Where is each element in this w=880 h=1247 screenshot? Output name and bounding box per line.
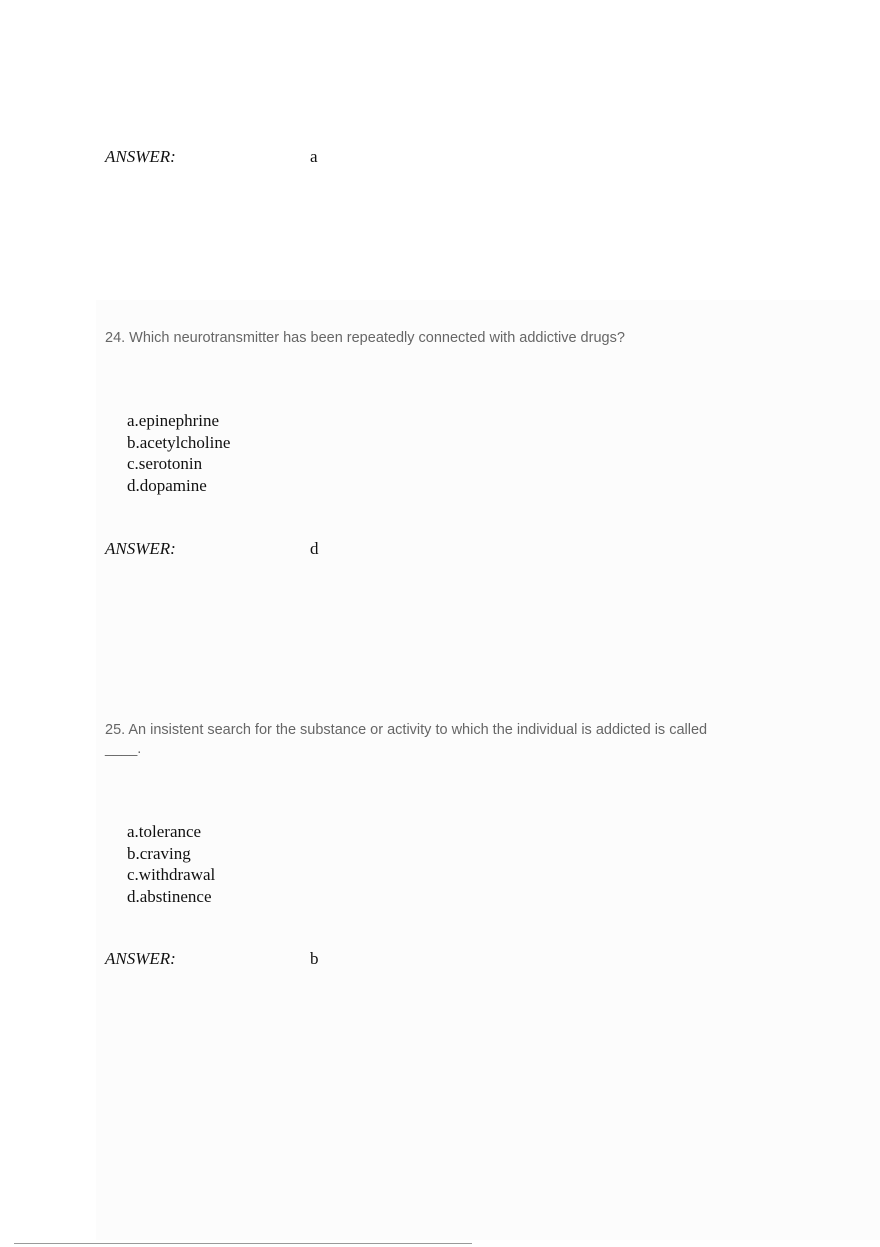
option-b: b.acetylcholine bbox=[127, 432, 231, 452]
option-d: d.abstinence bbox=[127, 887, 212, 907]
question-24-text: 24. Which neurotransmitter has been repeatedly connected with addictive drugs? bbox=[105, 330, 625, 346]
question-25-text: 25. An insistent search for the substance or activity to which the individual is addicted is called ____. bbox=[105, 722, 708, 757]
question-24-options bbox=[127, 410, 230, 497]
answer-label: ANSWER: bbox=[105, 949, 176, 968]
answer-value: a bbox=[310, 147, 318, 166]
footer-divider bbox=[14, 1243, 472, 1244]
option-d: d.dopamine bbox=[127, 476, 207, 496]
question-25-options bbox=[127, 821, 215, 908]
option-a: a.epinephrine bbox=[127, 411, 220, 430]
answer-value: b bbox=[310, 949, 319, 968]
option-a: a.tolerance bbox=[127, 822, 202, 841]
answer-value: d bbox=[310, 539, 319, 558]
answer-label: ANSWER: bbox=[105, 539, 176, 558]
answer-label: ANSWER: bbox=[105, 147, 176, 166]
option-c: c.serotonin bbox=[127, 454, 203, 474]
option-c: c.withdrawal bbox=[127, 865, 216, 885]
option-b: b.craving bbox=[127, 843, 191, 863]
